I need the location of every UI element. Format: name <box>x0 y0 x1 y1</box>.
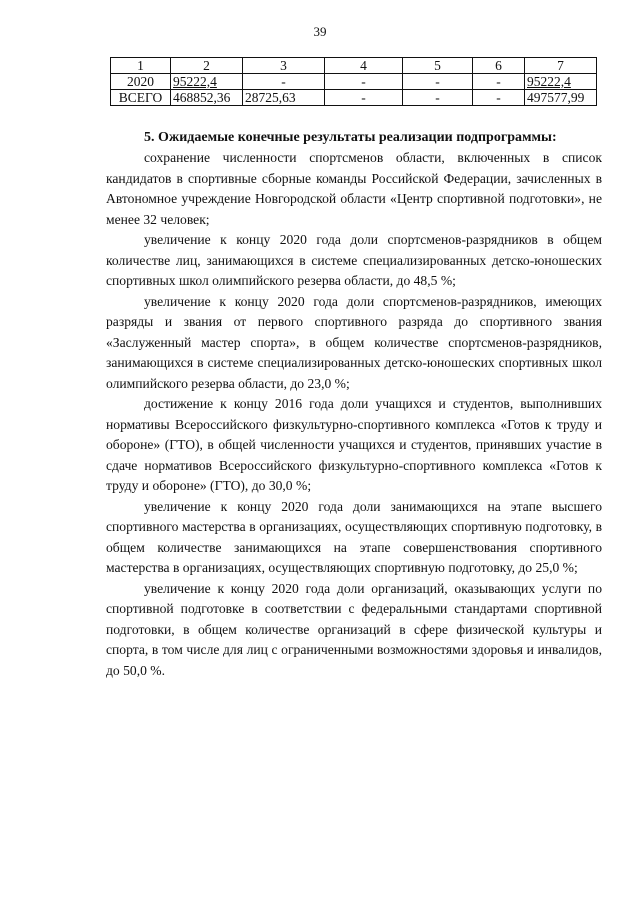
table-row <box>111 74 597 90</box>
section-title: 5. Ожидаемые конечные результаты реализации подпрограммы: <box>144 130 557 145</box>
table-row <box>111 90 597 106</box>
page-number: 39 <box>313 24 327 39</box>
table-cell: - <box>325 90 403 106</box>
paragraph: увеличение к концу 2020 года доли спортсменов-разрядников в общем количестве лиц, занимающихся в системе специализированных детско-юношеских спортивных школ олимпийского резерва области, до 48,5 %; <box>106 232 602 288</box>
table-header-cell: 7 <box>525 58 597 74</box>
table-header-cell: 2 <box>171 58 243 74</box>
table-cell: 28725,63 <box>243 90 325 106</box>
table-cell: - <box>325 74 403 90</box>
paragraph: увеличение к концу 2020 года доли занимающихся на этапе высшего спортивного мастерства в организациях, осуществляющих спортивную подготовку, в общем количестве занимающихся на этапе совершенствования спортивного мастерства в организациях, осуществляющих спортивную подготовку, до 25,0 %; <box>106 498 602 575</box>
table-cell: - <box>473 90 525 106</box>
table-header-cell: 1 <box>111 58 171 74</box>
table-header-cell: 4 <box>325 58 403 74</box>
table-header-row <box>111 58 597 74</box>
paragraph: достижение к концу 2016 года доли учащихся и студентов, выполнивших нормативы Всероссийского физкультурно-спортивного комплекса «Готов к труду и обороне» (ГТО), в общей численности учащихся и студентов, принявших участие в сдаче нормативов Всероссийского физкультурно-спортивного комплекса «Готов к труду и обороне» (ГТО), до 30,0 %; <box>106 396 602 493</box>
table-header-cell: 5 <box>403 58 473 74</box>
table-cell: 2020 <box>111 74 171 90</box>
table-header-cell: 6 <box>473 58 525 74</box>
budget-table <box>110 57 597 106</box>
table-cell: 95222,4 <box>525 74 597 90</box>
table-cell: - <box>403 90 473 106</box>
table-cell: 497577,99 <box>525 90 597 106</box>
table-cell: - <box>473 74 525 90</box>
table-cell: 95222,4 <box>171 74 243 90</box>
paragraph: увеличение к концу 2020 года доли организаций, оказывающих услуги по спортивной подготовке в соответствии с федеральными стандартами спортивной подготовки, в общем количестве организаций в сфере физической культуры и спорта, в том числе для лиц с ограниченными возможностями здоровья и инвалидов, до 50,0 %. <box>106 580 602 678</box>
paragraph: сохранение численности спортсменов области, включенных в список кандидатов в спортивные сборные команды Российской Федерации, зачисленных в Автономное учреждение Новгородской области «Центр спортивной подготовки», не менее 32 человек; <box>106 150 602 227</box>
table-cell: 468852,36 <box>171 90 243 106</box>
table-header-cell: 3 <box>243 58 325 74</box>
table-cell: - <box>403 74 473 90</box>
expected-results-section <box>106 128 602 681</box>
paragraph: увеличение к концу 2020 года доли спортсменов-разрядников, имеющих разряды и звания от первого спортивного разряда до спортивного звания «Заслуженный мастер спорта», в общем количестве спортсменов-разрядников, занимающихся в системе специализированных детско-юношеских спортивных школ олимпийского резерва области, до 23,0 %; <box>106 293 602 391</box>
table-cell: - <box>243 74 325 90</box>
table-cell: ВСЕГО <box>111 90 171 106</box>
